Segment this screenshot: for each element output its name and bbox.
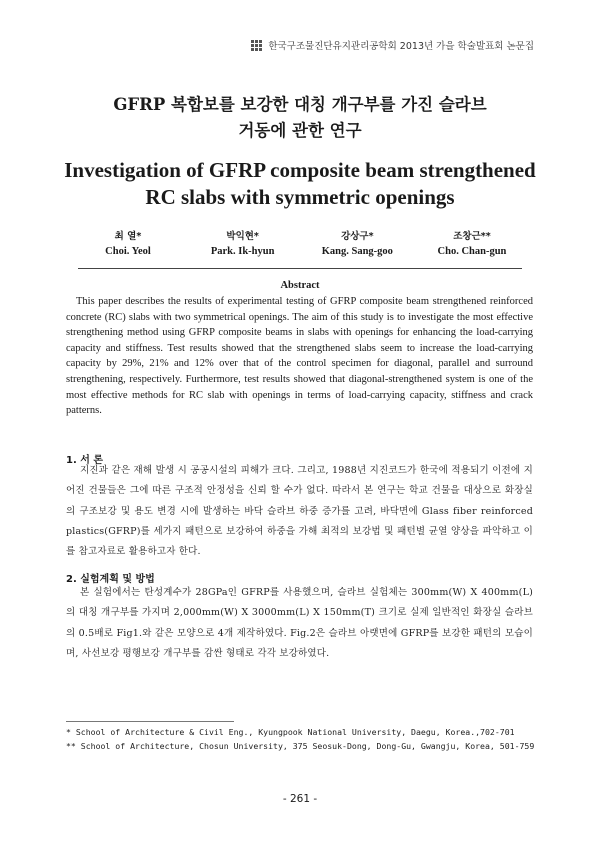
author-english-name: Cho. Chan-gun <box>437 246 507 257</box>
conference-logo-icon <box>251 40 262 51</box>
author-korean-name: 박익현* <box>226 231 259 242</box>
author-1 <box>78 229 178 259</box>
author-divider <box>78 268 522 269</box>
section-2-body: 본 실험에서는 탄성계수가 28GPa인 GFRP를 사용했으며, 슬라브 실험체는 300mm(W) X 400mm(L)의 대칭 개구부를 가지며 2,000mm(W) X 3000mm(L) X 150mm(T) 크기로 실제 일반적인 화장실 슬라브의 0.5배로 Fig1.와 같은 모양으로 4개 제작하였다. Fig.2은 슬라브 아랫면에 GFRP를 보강한 패턴의 모습이며, 사선보강 평행보강 개구부를 감싼 형태로 각각 보강하였다. <box>66 587 533 659</box>
section-1-heading: 1. 서 론 <box>66 455 104 466</box>
korean-title-line-2: 거동에 관한 연구 <box>238 121 362 140</box>
english-title-line-2: RC slabs with symmetric openings <box>145 185 455 209</box>
author-korean-name: 최 열* <box>114 231 142 242</box>
english-title-line-1: Investigation of GFRP composite beam strengthened <box>64 158 536 182</box>
author-english-name: Park. Ik-hyun <box>210 246 275 257</box>
korean-title <box>0 92 600 144</box>
section-1-body: 지진과 같은 재해 발생 시 공공시설의 피해가 크다. 그리고, 1988년 지진코드가 한국에 적용되기 이전에 지어진 건물들은 그에 따른 구조적 안정성을 신뢰 할 수가 없다. 따라서 본 연구는 학교 건물을 대상으로 화장실의 구조보강 및 용도 변경 시에 발생하는 바닥 슬라브 하중 증가를 고려, 바닥면에 Glass fiber reinforced plastics(GFRP)를 세가지 패턴으로 보강하여 하중을 가해 최적의 보강법 및 패턴별 균열 양상을 파악하고 이를 참고자료로 활용하고자 한다. <box>66 465 533 558</box>
abstract-heading: Abstract <box>280 280 320 291</box>
page-number: - 261 - <box>282 793 318 805</box>
author-3 <box>307 229 407 259</box>
korean-title-line-1: GFRP 복합보를 보강한 대칭 개구부를 가진 슬라브 <box>113 95 487 114</box>
section-2-heading: 2. 실험계획 및 방법 <box>66 574 155 585</box>
author-4 <box>422 229 522 259</box>
footnote-2: ** School of Architecture, Chosun University, 375 Seosuk-Dong, Dong-Gu, Gwangju, Korea, 501-759 <box>66 741 535 751</box>
abstract-text: This paper describes the results of experimental testing of GFRP composite beam strengthened reinforced concrete (RC) slabs with two symmetrical openings. The aim of this study is to investigate the most effective strengthening method using GFRP composite beams in slabs with openings for enhancing the load-carrying capacity and stiffness. Test results showed that the strengthened slabs seem to increase the load-carrying capacity by 29%, 21% and 12% over that of the control specimen for diagonal, parallel and surround strengthening, respectively. Furthermore, test results showed that diagonal-strengthened system is one of the most effective methods for RC slab with openings in terms of load-carrying capacity, stiffness and crack patterns. <box>66 296 533 417</box>
author-english-name: Choi. Yeol <box>105 246 151 257</box>
author-korean-name: 강상구* <box>341 231 374 242</box>
footnote-divider <box>66 721 234 722</box>
conference-name: 한국구조물진단유지관리공학회 2013년 가을 학술발표회 논문집 <box>268 41 534 52</box>
english-title <box>0 157 600 211</box>
author-2 <box>193 229 293 259</box>
author-korean-name: 조창근** <box>453 231 491 242</box>
footnote-1: * School of Architecture & Civil Eng., Kyungpook National University, Daegu, Korea.,702-701 <box>66 727 515 737</box>
conference-header <box>251 38 534 52</box>
author-list <box>78 229 522 259</box>
author-english-name: Kang. Sang-goo <box>321 246 393 257</box>
